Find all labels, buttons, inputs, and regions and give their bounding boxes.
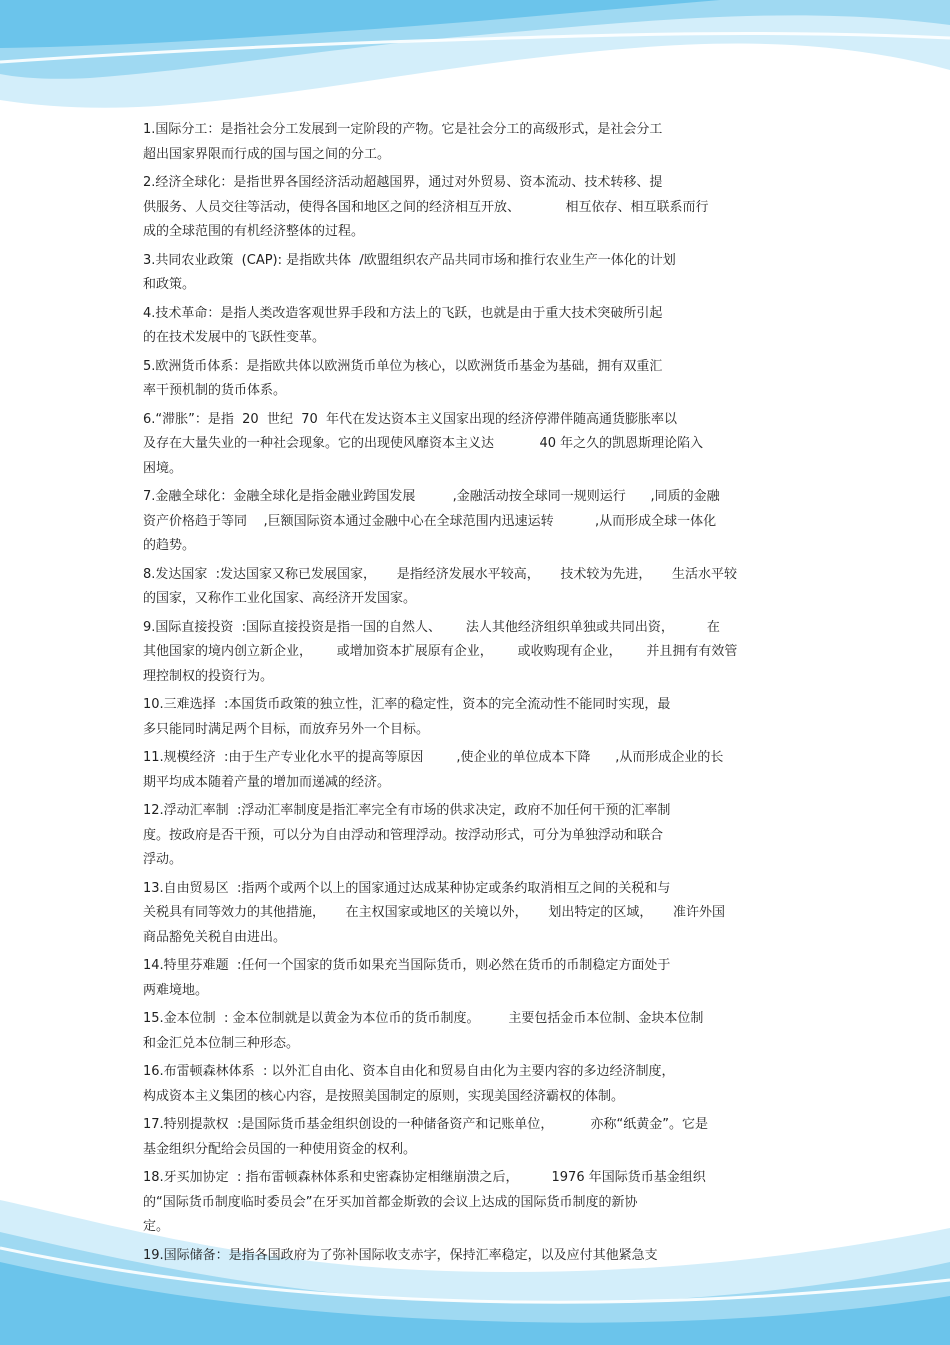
entry-text-line: 困境。 (143, 460, 183, 476)
glossary-entry (143, 616, 808, 690)
entry-text-line: 浮动。 (143, 852, 183, 867)
entry-text-line: 的国家，又称作工业化国家、高经济开发国家。 (143, 591, 417, 606)
entry-text-line: 其他国家的境内创立新企业， 或增加资本扩展原有企业， 或收购现有企业， 并且拥有有效管 (143, 644, 738, 659)
entry-text-line: 和金汇兑本位制三种形态。 (143, 1035, 300, 1051)
glossary-entry (143, 1113, 808, 1162)
entry-text-line: 率干预机制的货币体系。 (143, 383, 287, 398)
entry-text-line: 商品豁免关税自由进出。 (143, 929, 287, 945)
entry-text-line: 12.浮动汇率制 :浮动汇率制度是指汇率完全有市场的供求决定，政府不加任何干预的汇率制 (143, 803, 671, 818)
entry-text-line: 9.国际直接投资 :国际直接投资是指一国的自然人、 法人其他经济组织单独或共同出资， 在 (143, 619, 720, 635)
entry-text-line: 两难境地。 (143, 982, 209, 998)
entry-text-line: 超出国家界限而行成的国与国之间的分工。 (143, 146, 391, 162)
entry-text-line: 关税具有同等效力的其他措施， 在主权国家或地区的关境以外， 划出特定的区域， 准许外国 (143, 905, 725, 920)
glossary-entry (143, 693, 808, 742)
entry-text-line: 资产价格趋于等同 ,巨额国际资本通过金融中心在全球范围内迅速运转 ,从而形成全球一体化 (143, 513, 717, 529)
glossary-entry (143, 408, 808, 482)
entry-text-line: 及存在大量失业的一种社会现象。它的出现使风靡资本主义达 40 年之久的凯恩斯理论陷入 (143, 436, 704, 451)
entry-text-line: 18.牙买加协定 : 指布雷顿森林体系和史密森协定相继崩溃之后， 1976 年国际货币基金组织 (143, 1170, 706, 1185)
entry-text-line: 19.国际储备：是指各国政府为了弥补国际收支赤字，保持汇率稳定，以及应付其他紧急支 (143, 1247, 658, 1263)
entry-text-line: 4.技术革命：是指人类改造客观世界手段和方法上的飞跃，也就是由于重大技术突破所引起 (143, 305, 663, 321)
glossary-entry (143, 1060, 808, 1109)
entry-text-line: 5.欧洲货币体系：是指欧共体以欧洲货币单位为核心，以欧洲货币基金为基础，拥有双重汇 (143, 358, 663, 374)
entry-text-line: 基金组织分配给会员国的一种使用资金的权利。 (143, 1141, 417, 1157)
entry-text-line: 16.布雷顿森林体系 : 以外汇自由化、资本自由化和贸易自由化为主要内容的多边经济制度， (143, 1064, 675, 1079)
entry-text-line: 构成资本主义集团的核心内容，是按照美国制定的原则，实现美国经济霸权的体制。 (143, 1088, 625, 1104)
glossary-entry (143, 1244, 808, 1269)
entry-text-line: 多只能同时满足两个目标，而放弃另外一个目标。 (143, 721, 430, 737)
glossary-entry (143, 171, 808, 245)
glossary-entry (143, 355, 808, 404)
entry-text-line: 11.规模经济 :由于生产专业化水平的提高等原因 ,使企业的单位成本下降 ,从而形成企业的长 (143, 750, 724, 765)
glossary-entry (143, 1007, 808, 1056)
entry-text-line: 期平均成本随着产量的增加而递减的经济。 (143, 774, 391, 790)
glossary-entry (143, 249, 808, 298)
entry-text-line: 6.“滞胀”：是指 20 世纪 70 年代在发达资本主义国家出现的经济停滞伴随高通货膨胀率以 (143, 411, 678, 427)
glossary-entry (143, 954, 808, 1003)
glossary-entry (143, 302, 808, 351)
entry-text-line: 理控制权的投资行为。 (143, 668, 274, 684)
top-wave (0, 0, 950, 108)
glossary-entry (143, 877, 808, 951)
entry-text-line: 8.发达国家 :发达国家又称已发展国家， 是指经济发展水平较高， 技术较为先进， 生活水平较 (143, 566, 738, 582)
entry-text-line: 3.共同农业政策 (CAP): 是指欧共体 /欧盟组织农产品共同市场和推行农业生产一体化的计划 (143, 252, 676, 268)
glossary-entry (143, 118, 808, 167)
glossary-entry (143, 799, 808, 873)
entry-text-line: 1.国际分工：是指社会分工发展到一定阶段的产物。它是社会分工的高级形式，是社会分工 (143, 122, 663, 137)
entry-text-line: 13.自由贸易区 :指两个或两个以上的国家通过达成某种协定或条约取消相互之间的关税和与 (143, 880, 671, 896)
glossary-entry (143, 746, 808, 795)
entry-text-line: 的趋势。 (143, 538, 196, 553)
entry-text-line: 2.经济全球化：是指世界各国经济活动超越国界，通过对外贸易、资本流动、技术转移、提 (143, 175, 663, 190)
entry-text-line: 度。按政府是否干预，可以分为自由浮动和管理浮动。按浮动形式，可分为单独浮动和联合 (143, 827, 664, 843)
entry-text-line: 定。 (143, 1219, 170, 1234)
glossary-entry (143, 563, 808, 612)
entry-text-line: 14.特里芬难题 :任何一个国家的货币如果充当国际货币，则必然在货币的币制稳定方面处于 (143, 958, 671, 973)
glossary-entry (143, 1166, 808, 1240)
entry-text-line: 和政策。 (143, 277, 196, 292)
entry-text-line: 成的全球范围的有机经济整体的过程。 (143, 224, 365, 239)
entry-text-line: 7.金融全球化：金融全球化是指金融业跨国发展 ,金融活动按全球同一规则运行 ,同质的金融 (143, 489, 720, 504)
glossary-entry (143, 485, 808, 559)
entry-text-line: 10.三难选择 :本国货币政策的独立性，汇率的稳定性，资本的完全流动性不能同时实现，最 (143, 697, 671, 712)
entry-text-line: 的在技术发展中的飞跃性变革。 (143, 330, 326, 345)
glossary-content (143, 118, 808, 1272)
entry-text-line: 的“国际货币制度临时委员会”在牙买加首都金斯敦的会议上达成的国际货币制度的新协 (143, 1194, 638, 1210)
entry-text-line: 17.特别提款权 :是国际货币基金组织创设的一种储备资产和记账单位， 亦称“纸黄金”。它是 (143, 1117, 708, 1132)
entry-text-line: 供服务、人员交往等活动，使得各国和地区之间的经济相互开放、 相互依存、相互联系而行 (143, 199, 709, 215)
entry-text-line: 15.金本位制 : 金本位制就是以黄金为本位币的货币制度。 主要包括金币本位制、金块本位制 (143, 1011, 704, 1026)
